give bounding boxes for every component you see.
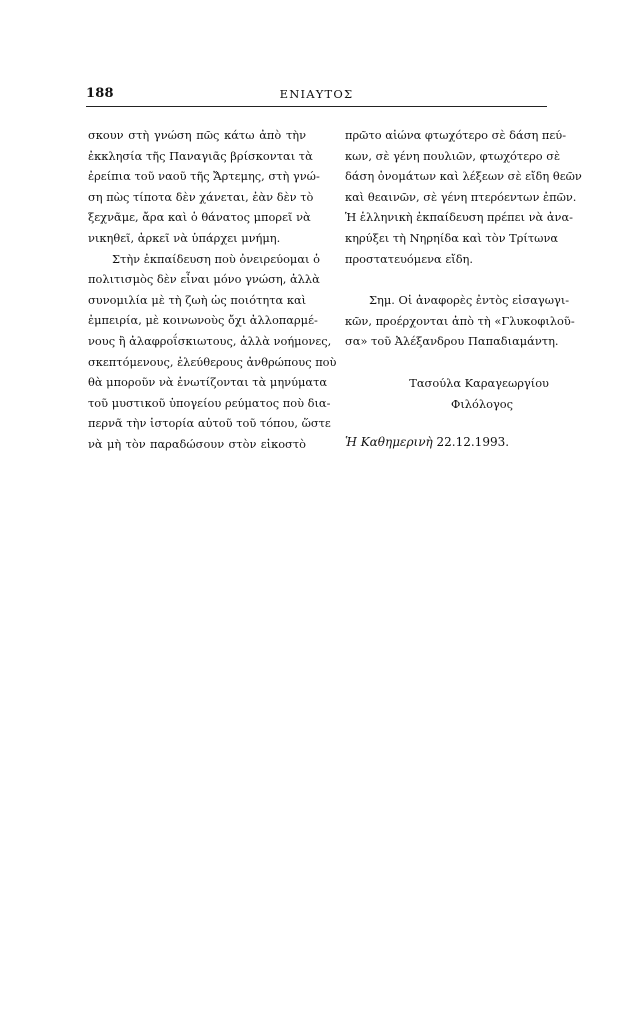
source-citation [345, 432, 549, 453]
text-line: τοῦ μυστικοῦ ὑπογείου ρεύματος ποὺ δια- [88, 395, 331, 410]
paragraph [88, 125, 320, 249]
text-line: νικηθεῖ, ἀρκεῖ νὰ ὑπάρχει μνήμη. [88, 230, 281, 245]
text-line: προστατευόμενα εἴδη. [345, 251, 474, 266]
text-line: κῶν, προέρχονται ἀπὸ τὴ «Γλυκοφιλοῦ- [345, 313, 575, 328]
text-line: σα» τοῦ Ἀλέξανδρου Παπαδιαμάντη. [345, 334, 559, 349]
author-name: Τασούλα Καραγεωργίου [409, 375, 549, 390]
text-line: καὶ θεαινῶν, σὲ γένη πτερόεντων ἐπῶν. [345, 189, 577, 204]
text-line: σκουν στὴ γνώση πῶς κάτω ἀπὸ τὴν [88, 128, 306, 142]
page-number: 188 [86, 86, 114, 101]
text-line: ση πὼς τίποτα δὲν χάνεται, ἐὰν δὲν τὸ [88, 189, 314, 204]
text-line: θὰ μποροῦν νὰ ἐνωτίζονται τὰ μηνύματα [88, 375, 328, 390]
text-line: περνᾶ τὴν ἱστορία αὐτοῦ τοῦ τόπου, ὥστε [88, 416, 331, 431]
paragraph [88, 249, 337, 455]
left-column [88, 125, 337, 455]
publication-date: 22.12.1993. [436, 435, 510, 450]
paragraph-gap [345, 269, 549, 290]
text-line: ξεχνᾶμε, ἄρα καὶ ὁ θάνατος μπορεῖ νὰ [88, 210, 311, 225]
text-line: δάση ὀνομάτων καὶ λέξεων σὲ εἴδη θεῶν [345, 169, 582, 184]
text-line: πολιτισμὸς δὲν εἶναι μόνο γνώση, ἀλλὰ [88, 272, 320, 287]
text-line: ἐμπειρία, μὲ κοινωνοὺς ὄχι ἀλλοπαρμέ- [88, 313, 318, 328]
text-line: κων, σὲ γένη πουλιῶν, φτωχότερο σὲ [345, 148, 561, 163]
text-line: νους ἢ ἀλαφροΐσκιωτους, ἀλλὰ νοήμονες, [88, 333, 332, 348]
text-line: ἐκκλησία τῆς Παναγιᾶς βρίσκονται τὰ [88, 148, 313, 163]
author-title: Φιλόλογος [450, 396, 513, 411]
running-title: ΕΝΙΑΥΤΟΣ [279, 87, 354, 101]
text-line: Στὴν ἐκπαίδευση ποὺ ὀνειρεύομαι ὁ [112, 251, 320, 266]
signature-block [345, 373, 549, 414]
paragraph-gap [345, 352, 549, 373]
text-line: συνομιλία μὲ τὴ ζωὴ ὡς ποιότητα καὶ [88, 292, 307, 307]
text-line: πρῶτο αἰώνα φτωχότερο σὲ δάση πεύ- [345, 128, 567, 142]
right-column [345, 125, 582, 453]
text-line: σκεπτόμενους, ἐλεύθερους ἀνθρώπους ποὺ [88, 354, 337, 369]
footnote [345, 290, 575, 352]
text-line: Ἡ ἑλληνικὴ ἐκπαίδευση πρέπει νὰ ἀνα- [345, 210, 573, 225]
text-line: κηρύξει τὴ Νηρηίδα καὶ τὸν Τρίτωνα [345, 230, 559, 245]
publication-name: Ἡ Καθημερινὴ [345, 435, 433, 450]
page-header [86, 86, 547, 108]
text-line: Σημ. Οἱ ἀναφορὲς ἐντὸς εἰσαγωγι- [369, 293, 570, 308]
header-rule [86, 106, 547, 107]
text-line: νὰ μὴ τὸν παραδώσουν στὸν εἰκοστὸ [88, 436, 306, 451]
paragraph [345, 125, 582, 269]
text-line: ἐρείπια τοῦ ναοῦ τῆς Ἄρτεμης, στὴ γνώ- [88, 169, 320, 184]
